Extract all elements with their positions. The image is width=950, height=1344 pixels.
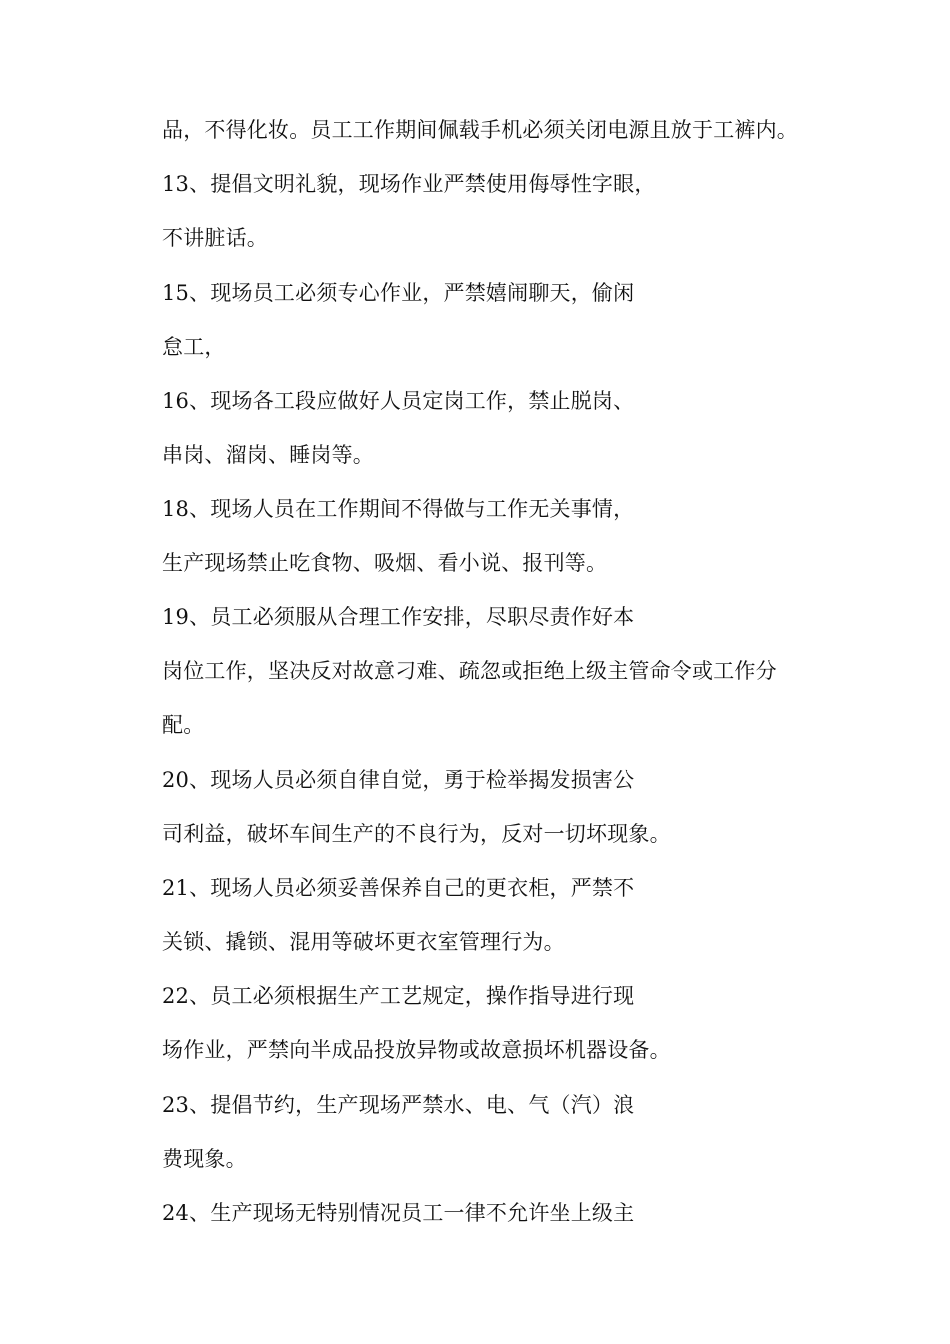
text-line: 岗位工作，坚决反对故意刁难、疏忽或拒绝上级主管命令或工作分 <box>162 659 777 683</box>
text-line: 生产现场禁止吃食物、吸烟、看小说、报刊等。 <box>162 551 608 575</box>
text-line: 20、现场人员必须自律自觉，勇于检举揭发损害公 <box>162 768 635 792</box>
text-line: 场作业，严禁向半成品投放异物或故意损坏机器设备。 <box>162 1038 671 1062</box>
text-line: 费现象。 <box>162 1147 247 1171</box>
text-line: 15、现场员工必须专心作业，严禁嬉闹聊天，偷闲 <box>162 281 635 305</box>
text-line: 21、现场人员必须妥善保养自己的更衣柜，严禁不 <box>162 876 635 900</box>
text-line: 18、现场人员在工作期间不得做与工作无关事情， <box>162 497 635 521</box>
text-line: 配。 <box>162 713 205 737</box>
text-line: 23、提倡节约，生产现场严禁水、电、气（汽）浪 <box>162 1093 635 1117</box>
text-line: 16、现场各工段应做好人员定岗工作，禁止脱岗、 <box>162 389 635 413</box>
text-line: 22、员工必须根据生产工艺规定，操作指导进行现 <box>162 984 635 1008</box>
text-line: 串岗、溜岗、睡岗等。 <box>162 443 374 467</box>
text-line: 13、提倡文明礼貌，现场作业严禁使用侮辱性字眼， <box>162 172 656 196</box>
text-line: 品，不得化妆。员工工作期间佩载手机必须关闭电源且放于工裤内。 <box>162 118 798 142</box>
text-line: 司利益，破坏车间生产的不良行为，反对一切坏现象。 <box>162 822 671 846</box>
text-line: 19、员工必须服从合理工作安排，尽职尽责作好本 <box>162 605 635 629</box>
text-line: 关锁、撬锁、混用等破坏更衣室管理行为。 <box>162 930 565 954</box>
text-line: 24、生产现场无特别情况员工一律不允许坐上级主 <box>162 1201 635 1225</box>
text-line: 怠工， <box>162 335 226 359</box>
text-line: 不讲脏话。 <box>162 226 268 250</box>
